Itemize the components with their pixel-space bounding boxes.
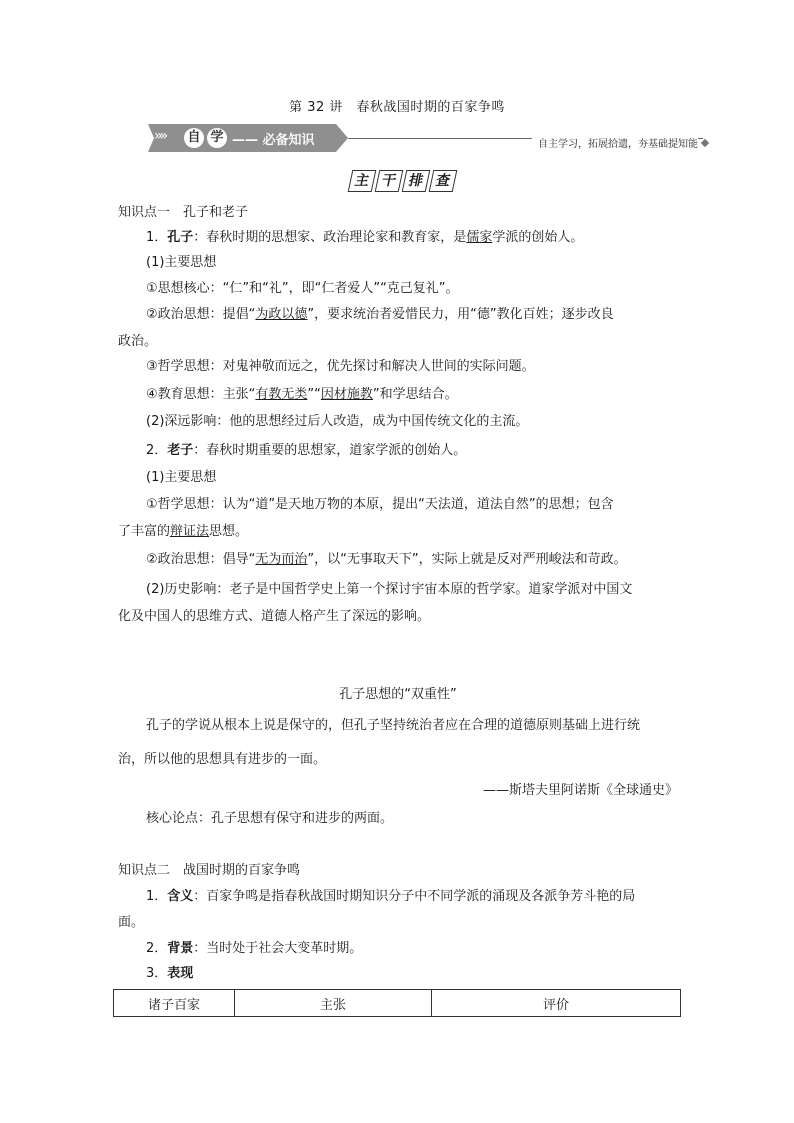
k1-point-d: ④教育思想：主张“有教无类”“因材施教”和学思结合。 [146,387,458,402]
review-char-3: 排 [402,170,431,192]
underlined-term: 有教无类 [255,387,308,402]
underlined-term: 无为而治 [255,552,308,567]
k1-item-2: 2．老子：春秋时期重要的思想家，道家学派的创始人。 [146,443,467,458]
k1-point-f-cont: 了丰富的辩证法思想。 [118,524,249,539]
lesson-title: 第 32 讲 春秋战国时期的百家争鸣 [289,100,505,115]
k2-item-1-cont: 面。 [118,915,145,930]
k1-point-e: (2)深远影响：他的思想经过后人改造，成为中国传统文化的主流。 [146,414,529,429]
table-header-cell: 主张 [235,990,432,1017]
k1-point-c: ③哲学思想：对鬼神敬而远之，优先探讨和解决人世间的实际问题。 [146,359,535,374]
underlined-term: 因材施教 [320,387,373,402]
k2-item-2: 2．背景：当时处于社会大变革时期。 [146,941,363,956]
box-quote-line-2: 治，所以他的思想具有进步的一面。 [118,752,327,767]
table-header-cell: 评价 [432,990,681,1017]
section-banner [148,124,708,154]
review-char-4: 查 [429,170,458,192]
k1-sub-2: (1)主要思想 [146,470,217,485]
box-source: ——斯塔夫里阿诺斯《全球通史》 [482,783,678,798]
box-core-point: 核心论点：孔子思想有保守和进步的两面。 [146,811,394,826]
box-quote-line-1: 孔子的学说从根本上说是保守的，但孔子坚持统治者应在合理的道德原则基础上进行统 [146,718,641,733]
main-review-label [350,170,458,192]
chevron-right-icon: »» [154,128,166,144]
k1-item-1: 1．孔子：春秋时期的思想家、政治理论家和教育家，是儒家学派的创始人。 [146,230,584,245]
k1-point-h-cont: 化及中国人的思维方式、道德人格产生了深远的影响。 [118,609,431,624]
table-header-cell: 诸子百家 [114,990,235,1017]
k1-point-a: ①思想核心：“仁”和“礼”，即“仁者爱人”“克己复礼”。 [146,281,459,296]
banner-char-zi: 自 [184,128,204,148]
k1-point-b-cont: 政治。 [118,334,158,349]
k1-sub-1: (1)主要思想 [146,255,217,270]
k1-point-g: ②政治思想：倡导“无为而治”，以“无事取天下”，实际上就是反对严刑峻法和苛政。 [146,552,627,567]
schools-table [113,989,681,1017]
k1-point-f: ①哲学思想：认为“道”是天地万物的本原，提出“天法道，道法自然”的思想；包含 [146,497,614,512]
underlined-term: 儒家 [466,230,493,245]
k2-item-1: 1．含义：百家争鸣是指春秋战国时期知识分子中不同学派的涌现及各派争芳斗艳的局 [146,889,636,904]
banner-char-xue: 学 [207,128,227,148]
k1-point-b: ②政治思想：提倡“为政以德”，要求统治者爱惜民力，用“德”教化百姓；逐步改良 [146,307,614,322]
diamond-icon [701,139,709,147]
k2-heading: 知识点二 战国时期的百家争鸣 [118,863,301,878]
table-header-row [114,990,681,1017]
underlined-term: 辩证法 [170,524,210,539]
banner-subtitle: —— 必备知识 [232,133,315,148]
review-char-1: 主 [348,170,377,192]
banner-tagline: 自主学习，拓展拾遗，夯基础提知能 [532,135,698,150]
k1-heading: 知识点一 孔子和老子 [118,205,249,220]
review-char-2: 干 [375,170,404,192]
k1-point-h: (2)历史影响：老子是中国哲学史上第一个探讨宇宙本原的哲学家。道家学派对中国文 [146,582,633,597]
k2-item-3: 3．表现 [146,966,194,981]
box-title: 孔子思想的“双重性” [339,687,457,702]
underlined-term: 为政以德 [255,307,308,322]
